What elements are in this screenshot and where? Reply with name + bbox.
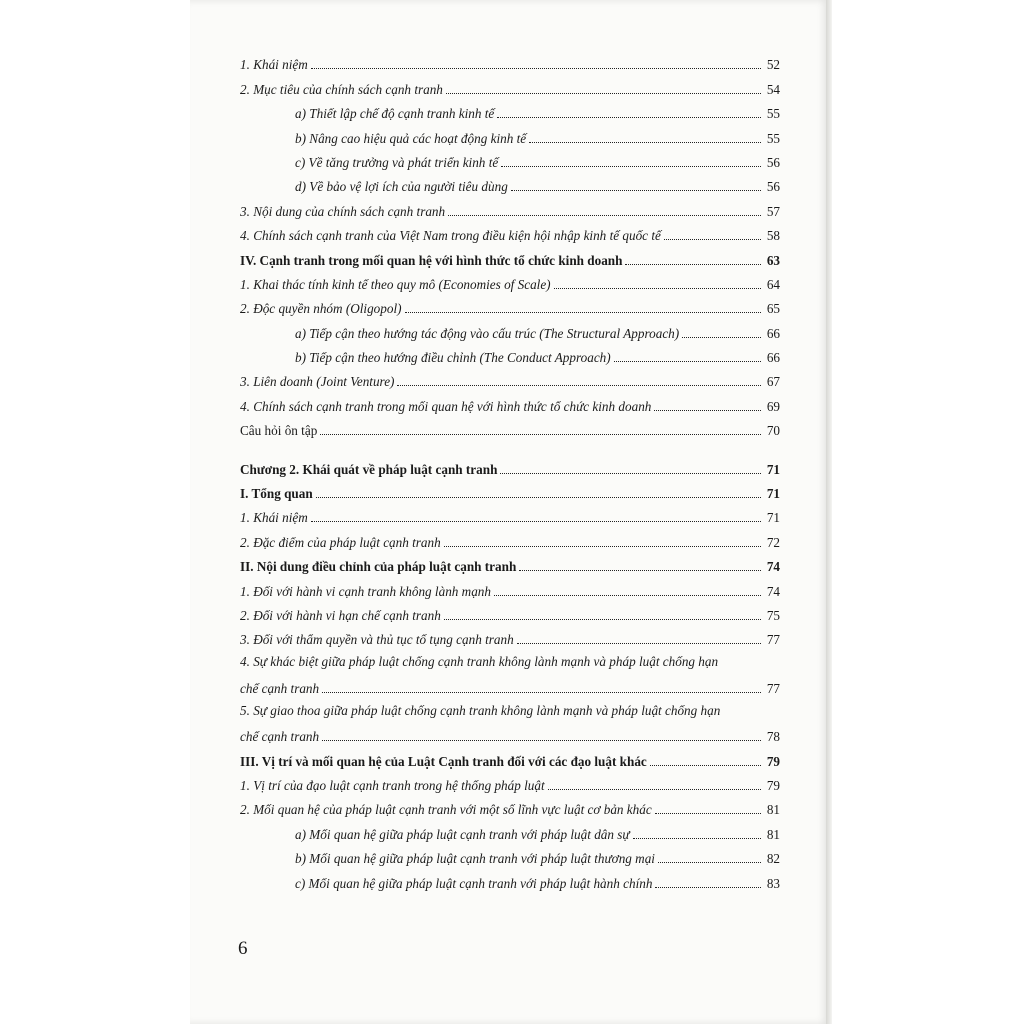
toc-entry[interactable] xyxy=(240,623,780,647)
dot-leader xyxy=(655,812,761,814)
dot-leader xyxy=(500,472,761,474)
dot-leader xyxy=(650,764,761,766)
toc-entry-title: 2. Mối quan hệ của pháp luật cạnh tranh với một số lĩnh vực luật cơ bản khác xyxy=(240,802,652,818)
dot-leader xyxy=(654,409,761,411)
toc-entry-line: 5. Sự giao thoa giữa pháp luật chống cạnh tranh không lành mạnh và pháp luật chống hạn xyxy=(240,702,721,718)
toc-entry-page: 64 xyxy=(766,276,780,292)
toc-entry-title: c) Mối quan hệ giữa pháp luật cạnh tranh với pháp luật hành chính xyxy=(295,875,653,891)
dot-leader xyxy=(444,618,761,620)
dot-leader xyxy=(554,287,761,289)
page-number: 6 xyxy=(238,938,248,959)
toc-entry-page: 67 xyxy=(766,374,780,390)
toc-entry[interactable] xyxy=(240,243,780,267)
page-edge xyxy=(826,0,832,1024)
toc-entry-page: 74 xyxy=(766,583,780,599)
toc-entry-title: chế cạnh tranh xyxy=(240,680,320,696)
toc-entry[interactable] xyxy=(240,341,780,365)
dot-leader xyxy=(494,594,761,596)
toc-entry-title: a) Thiết lập chế độ cạnh tranh kinh tế xyxy=(295,106,495,122)
toc-entry-title: 2. Đối với hành vi hạn chế cạnh tranh xyxy=(240,607,441,623)
dot-leader xyxy=(405,311,761,313)
toc-entry-page: 77 xyxy=(766,632,780,648)
toc-entry-title: II. Nội dung điều chỉnh của pháp luật cạnh tranh xyxy=(240,559,517,575)
toc-entry-title: Chương 2. Khái quát về pháp luật cạnh tranh xyxy=(240,461,498,477)
toc-entry-title: IV. Cạnh tranh trong mối quan hệ với hình thức tổ chức kinh doanh xyxy=(240,252,623,268)
toc-entry-page: 75 xyxy=(766,607,780,623)
toc-entry[interactable] xyxy=(240,316,780,340)
dot-leader xyxy=(311,67,761,69)
toc-entry-page: 69 xyxy=(766,398,780,414)
toc-entry-page: 58 xyxy=(766,228,780,244)
toc-entry-title: b) Tiếp cận theo hướng điều chỉnh (The Conduct Approach) xyxy=(295,350,611,366)
toc-entry-title: chế cạnh tranh xyxy=(240,729,320,745)
dot-leader xyxy=(444,545,761,547)
toc-entry[interactable] xyxy=(240,525,780,549)
dot-leader xyxy=(311,520,761,522)
toc-entry-page: 55 xyxy=(766,130,780,146)
toc-entry-title: 3. Liên doanh (Joint Venture) xyxy=(240,374,395,390)
toc-entry-page: 79 xyxy=(766,753,780,769)
toc-entry-title: 3. Nội dung của chính sách cạnh tranh xyxy=(240,203,446,219)
toc-entry-page: 66 xyxy=(766,325,780,341)
dot-leader xyxy=(655,886,761,888)
toc-entry[interactable] xyxy=(240,501,780,525)
toc-entry[interactable] xyxy=(240,574,780,598)
toc-entry-title: 1. Khai thác tính kinh tế theo quy mô (Economies of Scale) xyxy=(240,276,551,292)
toc-entry-page: 71 xyxy=(766,461,780,477)
toc-entry[interactable] xyxy=(240,292,780,316)
dot-leader xyxy=(446,92,761,94)
dot-leader xyxy=(316,496,761,498)
toc-entry[interactable] xyxy=(240,219,780,243)
toc-entry-page: 81 xyxy=(766,802,780,818)
dot-leader xyxy=(682,336,761,338)
dot-leader xyxy=(519,569,761,571)
dot-leader xyxy=(614,360,761,362)
toc-entry-title: 1. Khái niệm xyxy=(240,510,308,526)
dot-leader xyxy=(448,214,761,216)
toc-entry[interactable] xyxy=(240,477,780,501)
toc-entry-page: 72 xyxy=(766,534,780,550)
dot-leader xyxy=(633,837,761,839)
toc-entry[interactable] xyxy=(240,720,780,744)
dot-leader xyxy=(664,238,761,240)
toc-entry-page: 56 xyxy=(766,179,780,195)
toc-entry[interactable] xyxy=(240,72,780,96)
toc-entry-page: 54 xyxy=(766,81,780,97)
toc-entry-page: 79 xyxy=(766,777,780,793)
toc-entry-title: 4. Chính sách cạnh tranh của Việt Nam trong điều kiện hội nhập kinh tế quốc tế xyxy=(240,228,661,244)
dot-leader xyxy=(322,739,761,741)
toc-entry[interactable] xyxy=(240,671,780,695)
toc-entry-page: 77 xyxy=(766,680,780,696)
toc-entry-title: Câu hỏi ôn tập xyxy=(240,423,318,439)
toc-entry-title: a) Tiếp cận theo hướng tác động vào cấu trúc (The Structural Approach) xyxy=(295,325,680,341)
dot-leader xyxy=(320,433,761,435)
toc-entry[interactable] xyxy=(240,817,780,841)
toc-entry[interactable] xyxy=(240,793,780,817)
toc-entry-title: 1. Khái niệm xyxy=(240,57,308,73)
dot-leader xyxy=(497,116,761,118)
toc-entry[interactable] xyxy=(240,550,780,574)
toc-entry-page: 71 xyxy=(766,486,780,502)
toc-entry[interactable] xyxy=(240,365,780,389)
toc-entry-title: III. Vị trí và mối quan hệ của Luật Cạnh tranh đối với các đạo luật khác xyxy=(240,753,647,769)
dot-leader xyxy=(511,189,761,191)
toc-entry-page: 66 xyxy=(766,350,780,366)
toc-entry[interactable] xyxy=(240,121,780,145)
toc-entry[interactable] xyxy=(240,170,780,194)
toc-entry-title: 1. Vị trí của đạo luật cạnh tranh trong hệ thống pháp luật xyxy=(240,777,545,793)
dot-leader xyxy=(397,384,761,386)
toc-entry[interactable] xyxy=(240,866,780,890)
toc-entry-title: b) Nâng cao hiệu quả các hoạt động kinh tế xyxy=(295,130,527,146)
dot-leader xyxy=(529,141,761,143)
toc-entry-page: 52 xyxy=(766,57,780,73)
toc-entry-page: 81 xyxy=(766,826,780,842)
toc-entry[interactable] xyxy=(240,146,780,170)
toc-entry-title: I. Tổng quan xyxy=(240,486,313,502)
toc-entry[interactable] xyxy=(240,194,780,218)
toc-entry[interactable] xyxy=(240,48,780,72)
dot-leader xyxy=(625,263,761,265)
toc-entry-title: c) Về tăng trưởng và phát triển kinh tế xyxy=(295,154,499,170)
toc-entry-page: 74 xyxy=(766,559,780,575)
dot-leader xyxy=(517,642,761,644)
toc-entry[interactable] xyxy=(240,389,780,413)
dot-leader xyxy=(658,861,761,863)
toc-entry-title: b) Mối quan hệ giữa pháp luật cạnh tranh với pháp luật thương mại xyxy=(295,851,655,867)
toc-entry-page: 82 xyxy=(766,851,780,867)
toc-entry[interactable] xyxy=(240,268,780,292)
dot-leader xyxy=(548,788,761,790)
toc-entry-page: 55 xyxy=(766,106,780,122)
toc-entry[interactable] xyxy=(240,769,780,793)
toc-entry-title: 2. Mục tiêu của chính sách cạnh tranh xyxy=(240,81,443,97)
dot-leader xyxy=(322,691,761,693)
toc-entry-page: 83 xyxy=(766,875,780,891)
toc-entry-line: 4. Sự khác biệt giữa pháp luật chống cạnh tranh không lành mạnh và pháp luật chống hạn xyxy=(240,654,719,670)
toc-entry-page: 71 xyxy=(766,510,780,526)
section-gap xyxy=(240,438,780,452)
toc-entry-title: d) Về bảo vệ lợi ích của người tiêu dùng xyxy=(295,179,508,195)
toc-entry[interactable] xyxy=(240,744,780,768)
toc-entry-title: a) Mối quan hệ giữa pháp luật cạnh tranh với pháp luật dân sự xyxy=(295,826,630,842)
toc-entry[interactable] xyxy=(240,452,780,476)
toc-entry-title: 4. Chính sách cạnh tranh trong mối quan hệ với hình thức tổ chức kinh doanh xyxy=(240,398,652,414)
toc-entry[interactable] xyxy=(240,842,780,866)
toc-entry-page: 56 xyxy=(766,154,780,170)
table-of-contents xyxy=(240,48,780,891)
toc-entry-title: 2. Đặc điểm của pháp luật cạnh tranh xyxy=(240,534,441,550)
toc-entry-page: 65 xyxy=(766,301,780,317)
toc-entry[interactable] xyxy=(240,599,780,623)
toc-entry[interactable] xyxy=(240,414,780,438)
toc-entry-title: 3. Đối với thẩm quyền và thủ tục tố tụng cạnh tranh xyxy=(240,632,514,648)
toc-entry-page: 70 xyxy=(766,423,780,439)
toc-entry-title: 1. Đối với hành vi cạnh tranh không lành mạnh xyxy=(240,583,491,599)
toc-entry[interactable] xyxy=(240,97,780,121)
toc-entry-page: 63 xyxy=(766,252,780,268)
toc-entry-page: 78 xyxy=(766,729,780,745)
toc-entry-page: 57 xyxy=(766,203,780,219)
toc-entry-title: 2. Độc quyền nhóm (Oligopol) xyxy=(240,301,402,317)
dot-leader xyxy=(501,165,761,167)
